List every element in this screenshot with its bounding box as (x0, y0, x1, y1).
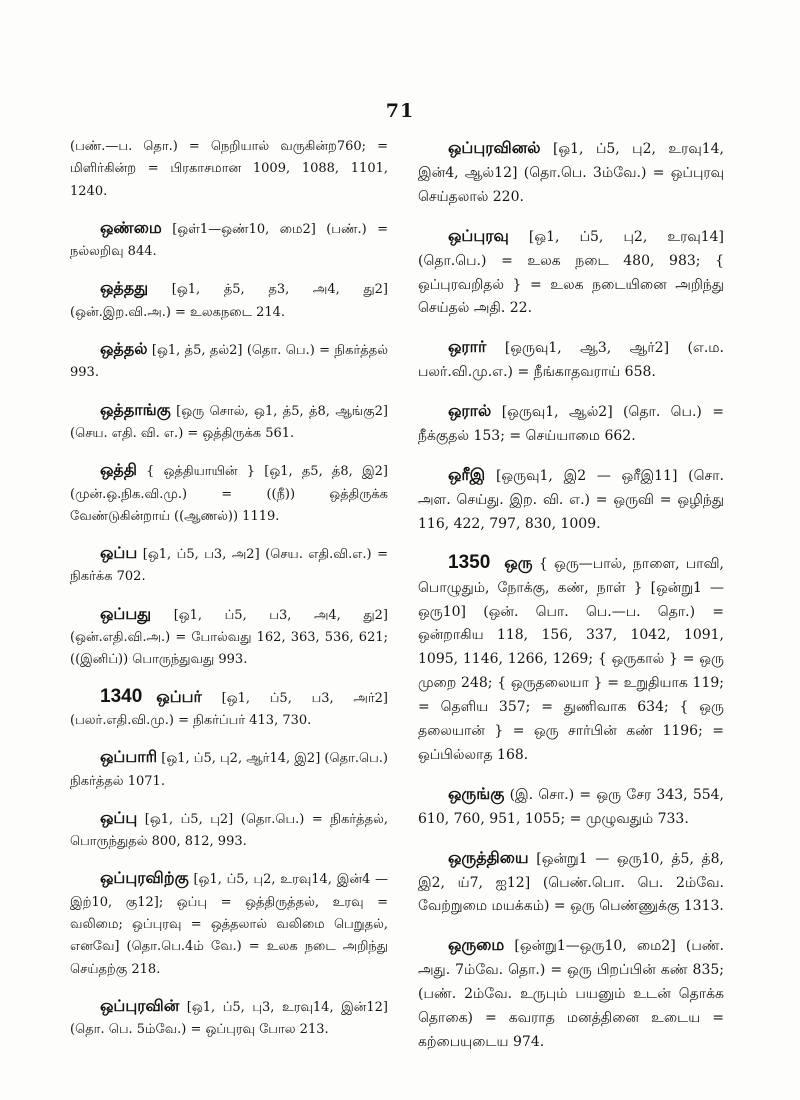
entry-number: 1350 (448, 551, 491, 573)
headword: ஒரார் (448, 337, 487, 357)
entry-content (418, 846, 724, 920)
entry-definition: [ஒ1, ப்5, ப3, அ4, து2] (ஒன்.எதி.வி.அ.) = போல்வது 162, 363, 536, 621; ((இனிப்)) பொருந்துவது 993. (70, 607, 388, 668)
headword: ஒப்புரவினல் (448, 138, 541, 157)
entry-definition: [ஒள்1—ஒண்10, மை2] (பண்.) = நல்லறிவு 844. (70, 221, 388, 260)
dictionary-entry (70, 399, 388, 446)
entry-definition: [ஒ1, த்5, த3, அ4, து2] (ஒன்.இற.வி.அ.) = உலகநடை 214. (70, 282, 389, 320)
entry-number: 1340 (100, 685, 143, 707)
dictionary-entry (70, 746, 388, 793)
headword: ஒரால் (448, 401, 492, 421)
entry-content (70, 603, 388, 672)
entry-content (70, 746, 388, 793)
entry-definition: [ஒ1, ப்5, பு2, ஆர்14, இ2] (தொ.பெ.) நிகர்த்தல் 1071. (70, 751, 388, 789)
entry-definition: [ஒ1, ப்5, பு2] (தொ.பெ.) = நிகர்த்தல், பொருந்துதல் 800, 812, 993. (70, 811, 389, 850)
dictionary-entry (70, 867, 388, 980)
entry-content (418, 399, 724, 449)
entry-definition: [ஒரு சொல், ஒ1, த்5, த்8, ஆங்கு2] (செய. எதி. வி. எ.) = ஒத்திருக்க 561. (70, 403, 388, 441)
entry-definition: (பண்.—ப. தொ.) = நெறியால் வருகின்ற760; = மிளிர்கின்ற = பிரகாசமான 1009, 1088, 1101, 1240. (70, 139, 388, 199)
entry-definition: [ஒன்று1 — ஒரு10, த்5, த்8, இ2, ய்7, ஐ12] (பெண்.பொ. பெ. 2ம்வே. வேற்றுமை மயக்கம்) = ஒரு பெண்ணுக்கு 1313. (418, 850, 725, 915)
entry-content (418, 933, 724, 1055)
entry-content (70, 807, 388, 854)
entry-definition: [ஒ1, ப்5, ப3, அர்2] (பலர்.எதி.வி.மு.) = நிகர்ப்பர் 413, 730. (70, 690, 388, 728)
dictionary-entry (70, 807, 388, 854)
headword: ஒப்பர் (156, 686, 202, 706)
entry-content (70, 686, 388, 733)
entry-definition: { ஒத்தியாயின் } [ஒ1, த5, த்8, இ2] (முன்.ஒ.நிக.வி.மு.) = ((நீ)) ஒத்திருக்க வேண்டுகின்றாய் ((ஆணல்)) 1119. (70, 464, 388, 524)
dictionary-entry (70, 542, 388, 589)
dictionary-entry (70, 459, 388, 528)
dictionary-entry (418, 136, 724, 210)
page-number: 71 (385, 100, 415, 122)
headword: ஒப்புரவு (448, 225, 509, 245)
dictionary-entry (418, 782, 724, 832)
dictionary-entry (418, 335, 724, 385)
dictionary-entry (418, 846, 724, 920)
entry-content (70, 217, 388, 264)
entry-definition: [ஒ1, ப்5, பு2, உரவு14, இன்4, ஆல்12] (தொ.பெ. 3ம்வே.) = ஒப்புரவு செய்தலால் 220. (418, 141, 724, 205)
right-column (418, 136, 724, 1069)
dictionary-entry (70, 277, 388, 324)
entry-definition: [ஒ1, ப்5, பு2, உரவு14] (தொ.பெ.) = உலக நடை 480, 983; { ஒப்புரவறிதல் } = உலக நடையினை அறிந்து செய்தல் அதி. 22. (418, 228, 724, 317)
dictionary-entry (70, 217, 388, 264)
entry-content (418, 551, 724, 768)
headword: ஒருமை (448, 935, 505, 955)
headword: ஒப்ப (100, 543, 138, 563)
headword: ஒண்மை (100, 217, 162, 237)
entry-content (70, 867, 388, 980)
entry-content (70, 995, 388, 1042)
entry-definition: [ஒ1, ப்5, ப3, அ2] (செய. எதி.வி.எ.) = நிகர்க்க 702. (70, 547, 388, 585)
headword: ஒப்புரவிற்கு (100, 868, 189, 888)
entry-definition: (இ. சொ.) = ஒரு சேர 343, 554, 610, 760, 951, 1055; = முழுவதும் 733. (418, 786, 724, 827)
entry-content (70, 139, 388, 199)
headword: ஒப்பு (100, 807, 138, 827)
left-column (70, 136, 388, 1056)
dictionary-entry (418, 463, 724, 537)
entry-definition: [ஒருவு1, ஆல்2] (தொ. பெ.) = நீக்குதல் 153; = செய்யாமை 662. (418, 404, 724, 445)
headword: ஒத்தல் (100, 339, 148, 359)
headword: ஒருத்தியை (448, 847, 529, 867)
dictionary-entry (70, 686, 388, 733)
headword: ஒத்தாங்கு (100, 399, 171, 419)
dictionary-entry (70, 995, 388, 1042)
dictionary-entry (70, 338, 388, 385)
entry-content (70, 542, 388, 589)
entry-content (70, 459, 388, 528)
dictionary-entry (418, 224, 724, 322)
entry-content (418, 136, 724, 210)
headword: ஒத்தது (100, 278, 149, 298)
entry-definition: [ஒ1, த்5, தல்2] (தொ. பெ.) = நிகர்த்தல் 993. (70, 343, 388, 381)
entry-definition: [ஒ1, ப்5, பு3, உரவு14, இன்12] (தொ. பெ. 5ம்வே.) = ஒப்புரவு போல 213. (70, 999, 388, 1038)
entry-definition: [ஒன்று1—ஒரு10, மை2] (பண். அது. 7ம்வே. தொ.) = ஒரு பிறப்பின் கண் 835; (பண். 2ம்வே. உருபும் பயனும் உடன் தொக்க தொகை) = கவராத மனத்தினை உடைய = கற்பையுடைய 974. (418, 938, 724, 1050)
entry-content (418, 224, 724, 322)
entry-content (418, 463, 724, 537)
entry-definition: [ஒருவு1, இ2 — ஒரீஇ11] (சொ. அள. செய்து. இற. வி. எ.) = ஒருவி = ஒழிந்து 116, 422, 797, 830, 1009. (418, 467, 724, 532)
entry-definition: [ஒருவு1, ஆ3, ஆர்2] (எ.ம. பலர்.வி.மு.எ.) = நீங்காதவராய் 658. (418, 340, 724, 381)
dictionary-entry (70, 603, 388, 672)
dictionary-entry (70, 136, 388, 203)
headword: ஒப்பாரி (100, 747, 158, 767)
entry-content (418, 335, 724, 385)
dictionary-entry (418, 399, 724, 449)
headword: ஒத்தி (100, 460, 137, 480)
headword: ஒரீஇ (448, 464, 486, 484)
entry-definition: [ஒ1, ப்5, பு2, உரவு14, இன்4 — இற்10, கு12]; ஒப்பு = ஒத்திருத்தல், உரவு = வலிமை; ஒப்புரவு = ஒத்தலால் வலிமை பெறுதல், எனவே] (தொ.பெ.4ம் வே.) = உலக நடை அறிந்து செய்தற்கு 218. (70, 872, 388, 977)
headword: ஒப்பது (100, 603, 152, 623)
entry-content (70, 338, 388, 385)
entry-content (70, 399, 388, 446)
headword: ஒரு (504, 552, 533, 572)
dictionary-entry (418, 551, 724, 768)
entry-content (418, 782, 724, 832)
entry-definition: { ஒரு—பால், நாளை, பாவி, பொழுதும், நோக்கு, கண், நாள் } [ஒன்று1 — ஒரு10] (ஒன். பொ. பெ.—ப. தொ.) = ஒன்றாகிய 118, 156, 337, 1042, 1091, 1095, 1146, 1266, 1269; { ஒருகால் } = ஒரு முறை 248; { ஒருதலையா } = உறுதியாக 119; = தெளிய 357; = துணிவாக 634; { ஒரு தலையான் } = ஒரு சார்பின் கண் 1196; = ஒப்பில்லாத 168. (418, 555, 725, 763)
headword: ஒப்புரவின் (100, 995, 180, 1015)
entry-content (70, 277, 388, 324)
headword: ஒருங்கு (448, 783, 505, 803)
dictionary-entry (418, 933, 724, 1055)
